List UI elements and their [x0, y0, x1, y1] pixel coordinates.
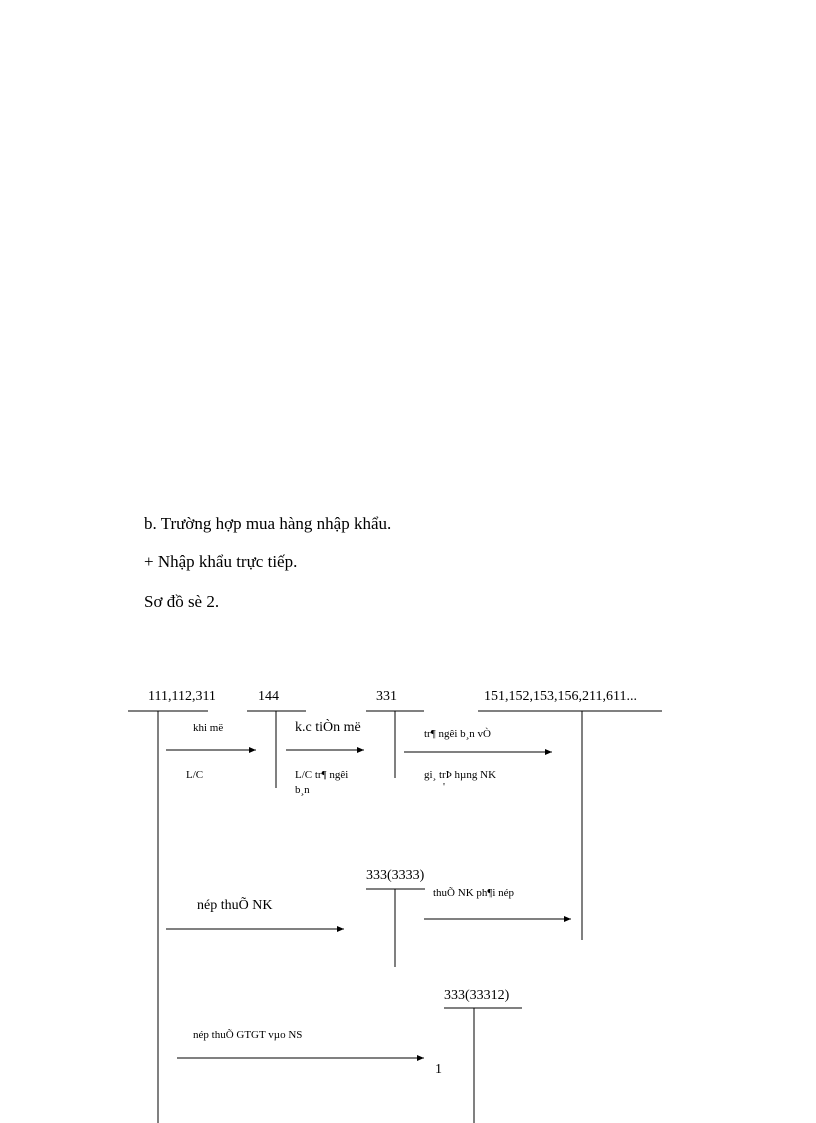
t-account-inventory [478, 689, 662, 940]
label-import-tax-due: thuÕ NK ph¶i nép [433, 887, 515, 899]
label-pay-seller-top: tr¶ ngêi b¸n vÒ [424, 728, 491, 740]
account-label-cash: 111,112,311 [148, 689, 216, 704]
flow-transfer-lc [286, 718, 364, 796]
account-label-deposit: 144 [258, 689, 279, 704]
account-label-import-tax: 333(3333) [366, 868, 425, 883]
label-open-lc-bottom: L/C [186, 769, 204, 781]
label-transfer-bottom-1: L/C tr¶ ngêi [295, 769, 349, 781]
label-open-lc-top: khi më [193, 722, 224, 734]
flow-pay-import-tax [166, 896, 344, 929]
label-vat-marker: 1 [435, 1062, 442, 1077]
flow-pay-seller [404, 728, 552, 793]
label-pay-seller-bottom-1: gi¸ trÞ hµng NK [424, 769, 497, 781]
t-account-vat [444, 988, 522, 1123]
t-account-payable [366, 689, 424, 778]
account-label-vat: 333(33312) [444, 988, 510, 1003]
section-heading-import-purchase: b. Trường hợp mua hàng nhập khẩu. [144, 514, 392, 533]
subheading-direct-import: + Nhập khẩu trực tiếp. [144, 552, 298, 571]
account-label-inventory: 151,152,153,156,211,611... [484, 689, 637, 704]
flow-open-lc [166, 722, 256, 781]
flow-pay-vat [177, 1029, 442, 1077]
label-transfer-bottom-2: b¸n [295, 784, 310, 796]
account-label-payable: 331 [376, 689, 397, 704]
flow-import-tax-due [424, 887, 571, 919]
label-pay-seller-bottom-2: ' [443, 781, 445, 793]
label-transfer-top: k.c tiÒn më [295, 720, 361, 735]
label-pay-import-tax: nép thuÕ NK [197, 898, 273, 913]
t-account-import-tax [366, 868, 425, 967]
diagram-title: Sơ đồ sè 2. [144, 592, 220, 611]
label-pay-vat: nép thuÕ GTGT vµo NS [193, 1029, 303, 1041]
